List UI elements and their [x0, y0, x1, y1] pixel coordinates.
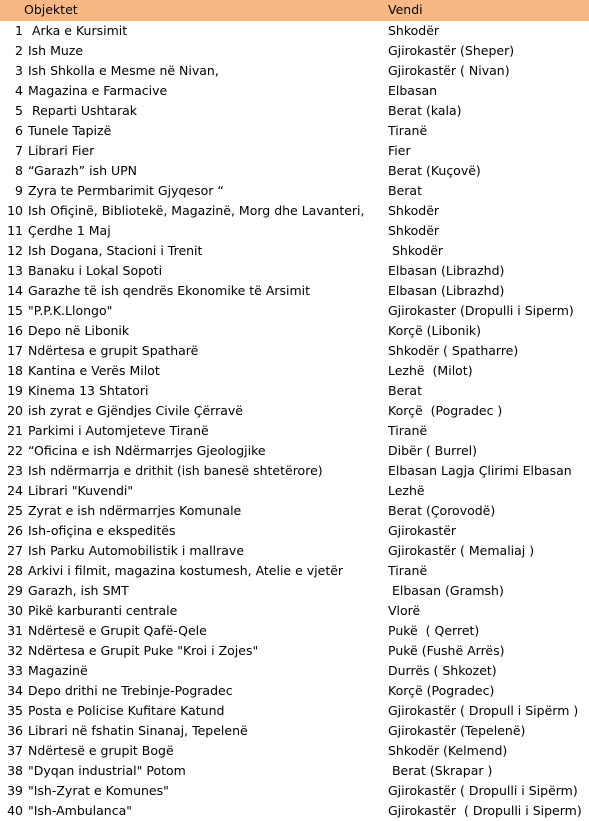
row-number: 15 — [7, 303, 23, 318]
table-row — [0, 201, 589, 221]
row-number: 7 — [15, 143, 23, 158]
location-cell: Berat (kala) — [388, 103, 462, 118]
row-number: 10 — [7, 203, 23, 218]
table-row — [0, 181, 589, 201]
location-cell: Gjirokastër ( Dropull i Sipërm ) — [388, 703, 579, 718]
object-name: “Oficina e ish Ndërmarrjes Gjeologjike — [27, 443, 266, 458]
location-cell: Lezhë — [388, 483, 425, 498]
row-number: 37 — [7, 743, 23, 758]
location-cell: Korçë (Pogradec ) — [388, 403, 503, 418]
object-cell — [0, 701, 388, 721]
location-cell: Gjirokastër (Sheper) — [388, 43, 515, 58]
object-cell — [0, 221, 388, 241]
table-row — [0, 481, 589, 501]
row-number: 18 — [7, 363, 23, 378]
column-header-objektet: Objektet — [0, 0, 388, 21]
object-cell — [0, 461, 388, 481]
object-cell — [0, 21, 388, 41]
location-cell: Elbasan (Librazhd) — [388, 263, 505, 278]
object-cell — [0, 361, 388, 381]
object-cell — [0, 341, 388, 361]
row-number: 31 — [7, 623, 23, 638]
row-number: 34 — [7, 683, 23, 698]
object-name: Garazhe të ish qendrës Ekonomike të Arsimit — [27, 283, 311, 298]
column-header-vendi: Vendi — [388, 0, 589, 21]
row-number: 25 — [7, 503, 23, 518]
row-number: 35 — [7, 703, 23, 718]
row-number: 38 — [7, 763, 23, 778]
location-cell: Durrës ( Shkozet) — [388, 663, 497, 678]
row-number: 1 — [15, 23, 23, 38]
location-cell: Elbasan (Gramsh) — [388, 583, 504, 598]
object-name: Depo në Libonik — [27, 323, 130, 338]
location-cell: Gjirokastër ( Dropulli i Siperm) — [388, 803, 582, 818]
row-number: 29 — [7, 583, 23, 598]
object-cell — [0, 801, 388, 821]
row-number: 33 — [7, 663, 23, 678]
object-cell — [0, 121, 388, 141]
table-row — [0, 781, 589, 801]
object-name: Kantina e Verës Milot — [27, 363, 160, 378]
row-number: 20 — [7, 403, 23, 418]
table-row — [0, 681, 589, 701]
object-name: Kinema 13 Shtatori — [27, 383, 149, 398]
row-number: 27 — [7, 543, 23, 558]
object-name: Zyrat e ish ndërmarrjes Komunale — [27, 503, 242, 518]
object-name: Magazina e Farmacive — [27, 83, 168, 98]
object-name: Çerdhe 1 Maj — [27, 223, 111, 238]
object-name: Ish Dogana, Stacioni i Trenit — [27, 243, 203, 258]
row-number: 5 — [15, 103, 23, 118]
location-cell: Lezhë (Milot) — [388, 363, 473, 378]
object-name: "Ish-Zyrat e Komunes" — [27, 783, 169, 798]
object-name: Arkivi i filmit, magazina kostumesh, Atelie e vjetër — [27, 563, 344, 578]
row-number: 8 — [15, 163, 23, 178]
object-cell — [0, 621, 388, 641]
location-cell: Tiranë — [388, 123, 428, 138]
location-cell: Berat — [388, 383, 422, 398]
object-cell — [0, 741, 388, 761]
location-cell: Shkodër — [388, 203, 440, 218]
object-cell — [0, 101, 388, 121]
row-number: 19 — [7, 383, 23, 398]
row-number: 30 — [7, 603, 23, 618]
location-cell: Fier — [388, 143, 411, 158]
table-row — [0, 301, 589, 321]
table-row — [0, 381, 589, 401]
object-name: Garazh, ish SMT — [27, 583, 129, 598]
table-header-row — [0, 0, 589, 21]
object-name: Ish Parku Automobilistik i mallrave — [27, 543, 245, 558]
location-cell: Berat (Çorovodë) — [388, 503, 496, 518]
location-cell: Gjirokastër ( Memaliaj ) — [388, 543, 535, 558]
object-cell — [0, 141, 388, 161]
row-number: 36 — [7, 723, 23, 738]
object-name: Librari në fshatin Sinanaj, Tepelenë — [27, 723, 248, 738]
location-cell: Berat (Kuçovë) — [388, 163, 481, 178]
location-cell: Vlorë — [388, 603, 421, 618]
object-cell — [0, 201, 388, 221]
row-number: 2 — [15, 43, 23, 58]
location-cell: Elbasan Lagja Çlirimi Elbasan — [388, 463, 572, 478]
object-cell — [0, 601, 388, 621]
row-number: 17 — [7, 343, 23, 358]
object-name: Ndërtesë e grupit Bogë — [27, 743, 174, 758]
object-name: "P.P.K.Llongo" — [27, 303, 113, 318]
object-cell — [0, 661, 388, 681]
location-cell: Shkodër — [388, 23, 440, 38]
object-name: Librari Fier — [27, 143, 95, 158]
table-row — [0, 61, 589, 81]
object-cell — [0, 681, 388, 701]
location-cell: Elbasan (Librazhd) — [388, 283, 505, 298]
location-cell: Shkodër (Kelmend) — [388, 743, 508, 758]
object-cell — [0, 301, 388, 321]
object-cell — [0, 721, 388, 741]
object-cell — [0, 381, 388, 401]
row-number: 40 — [7, 803, 23, 818]
table-row — [0, 321, 589, 341]
table-row — [0, 41, 589, 61]
location-cell: Tiranë — [388, 423, 428, 438]
object-name: ish zyrat e Gjëndjes Civile Çërravë — [27, 403, 243, 418]
object-cell — [0, 61, 388, 81]
table-row — [0, 141, 589, 161]
table-row — [0, 801, 589, 821]
object-name: Ndërtesa e grupit Spatharë — [27, 343, 199, 358]
table-row — [0, 161, 589, 181]
object-name: Librari "Kuvendi" — [27, 483, 134, 498]
object-name: Ish ndërmarrja e drithit (ish banesë shtetërore) — [27, 463, 323, 478]
location-cell: Gjirokastër ( Nivan) — [388, 63, 510, 78]
object-cell — [0, 561, 388, 581]
object-cell — [0, 181, 388, 201]
table-row — [0, 661, 589, 681]
object-cell — [0, 241, 388, 261]
object-name: "Dyqan industrial" Potom — [27, 763, 186, 778]
location-cell: Tiranë — [388, 563, 428, 578]
row-number: 22 — [7, 443, 23, 458]
row-number: 26 — [7, 523, 23, 538]
row-number: 6 — [15, 123, 23, 138]
row-number: 32 — [7, 643, 23, 658]
object-cell — [0, 581, 388, 601]
row-number: 21 — [7, 423, 23, 438]
row-number: 4 — [15, 83, 23, 98]
table-row — [0, 761, 589, 781]
object-cell — [0, 41, 388, 61]
table-row — [0, 241, 589, 261]
object-cell — [0, 321, 388, 341]
object-cell — [0, 541, 388, 561]
object-name: Ndërtesa e Grupit Puke "Kroi i Zojes" — [27, 643, 259, 658]
table-row — [0, 561, 589, 581]
location-cell: Dibër ( Burrel) — [388, 443, 478, 458]
object-cell — [0, 161, 388, 181]
row-number: 24 — [7, 483, 23, 498]
table-row — [0, 261, 589, 281]
location-cell: Berat — [388, 183, 422, 198]
object-name: Tunele Tapizë — [27, 123, 112, 138]
table-row — [0, 621, 589, 641]
object-cell — [0, 401, 388, 421]
row-number: 39 — [7, 783, 23, 798]
table-row — [0, 521, 589, 541]
object-cell — [0, 81, 388, 101]
row-number: 12 — [7, 243, 23, 258]
table-row — [0, 641, 589, 661]
object-cell — [0, 641, 388, 661]
table-row — [0, 441, 589, 461]
location-cell: Shkodër — [388, 223, 440, 238]
table-row — [0, 21, 589, 41]
table-row — [0, 281, 589, 301]
location-cell: Shkodër ( Spatharre) — [388, 343, 519, 358]
row-number: 13 — [7, 263, 23, 278]
table-row — [0, 101, 589, 121]
table-row — [0, 81, 589, 101]
table-row — [0, 401, 589, 421]
object-name: Depo drithi ne Trebinje-Pogradec — [27, 683, 233, 698]
object-cell — [0, 421, 388, 441]
table-row — [0, 121, 589, 141]
location-cell: Gjirokastër — [388, 523, 457, 538]
table-row — [0, 701, 589, 721]
object-name: Ndërtesë e Grupit Qafë-Qele — [27, 623, 207, 638]
object-cell — [0, 441, 388, 461]
object-name: Parkimi i Automjeteve Tiranë — [27, 423, 209, 438]
location-cell: Pukë ( Qerret) — [388, 623, 480, 638]
table-row — [0, 501, 589, 521]
location-cell: Pukë (Fushë Arrës) — [388, 643, 505, 658]
table-row — [0, 601, 589, 621]
table-row — [0, 361, 589, 381]
object-cell — [0, 761, 388, 781]
row-number: 11 — [7, 223, 23, 238]
object-name: Zyra te Permbarimit Gjyqesor “ — [27, 183, 224, 198]
object-name: Pikë karburanti centrale — [27, 603, 178, 618]
location-cell: Shkodër — [388, 243, 444, 258]
object-cell — [0, 481, 388, 501]
object-name: Ish Shkolla e Mesme në Nivan, — [27, 63, 219, 78]
object-name: "Ish-Ambulanca" — [27, 803, 133, 818]
location-cell: Gjirokastër (Tepelenë) — [388, 723, 526, 738]
row-number: 9 — [15, 183, 23, 198]
location-cell: Korçë (Pogradec) — [388, 683, 495, 698]
row-number: 23 — [7, 463, 23, 478]
location-cell: Gjirokaster (Dropulli i Siperm) — [388, 303, 574, 318]
row-number: 16 — [7, 323, 23, 338]
table-row — [0, 221, 589, 241]
location-cell: Gjirokastër ( Dropulli i Sipërm) — [388, 783, 578, 798]
location-cell: Berat (Skrapar ) — [388, 763, 493, 778]
object-name: Ish Ofiçinë, Bibliotekë, Magazinë, Morg dhe Lavanteri, — [27, 203, 365, 218]
object-name: Posta e Policise Kufitare Katund — [27, 703, 225, 718]
object-name: Magazinë — [27, 663, 88, 678]
object-cell — [0, 781, 388, 801]
object-name: Banaku i Lokal Sopoti — [27, 263, 163, 278]
object-name: Ish Muze — [27, 43, 84, 58]
table-row — [0, 421, 589, 441]
table-row — [0, 341, 589, 361]
object-cell — [0, 261, 388, 281]
table-row — [0, 741, 589, 761]
object-cell — [0, 521, 388, 541]
object-cell — [0, 501, 388, 521]
row-number: 3 — [15, 63, 23, 78]
row-number: 14 — [7, 283, 23, 298]
object-name: “Garazh” ish UPN — [27, 163, 138, 178]
table-row — [0, 581, 589, 601]
location-cell: Korçë (Libonik) — [388, 323, 482, 338]
table-row — [0, 461, 589, 481]
table-row — [0, 541, 589, 561]
location-cell: Elbasan — [388, 83, 438, 98]
row-number: 28 — [7, 563, 23, 578]
table-row — [0, 721, 589, 741]
object-name: Ish-ofiçina e ekspeditës — [27, 523, 176, 538]
object-name: Arka e Kursimit — [27, 23, 128, 38]
object-name: Reparti Ushtarak — [27, 103, 138, 118]
object-cell — [0, 281, 388, 301]
